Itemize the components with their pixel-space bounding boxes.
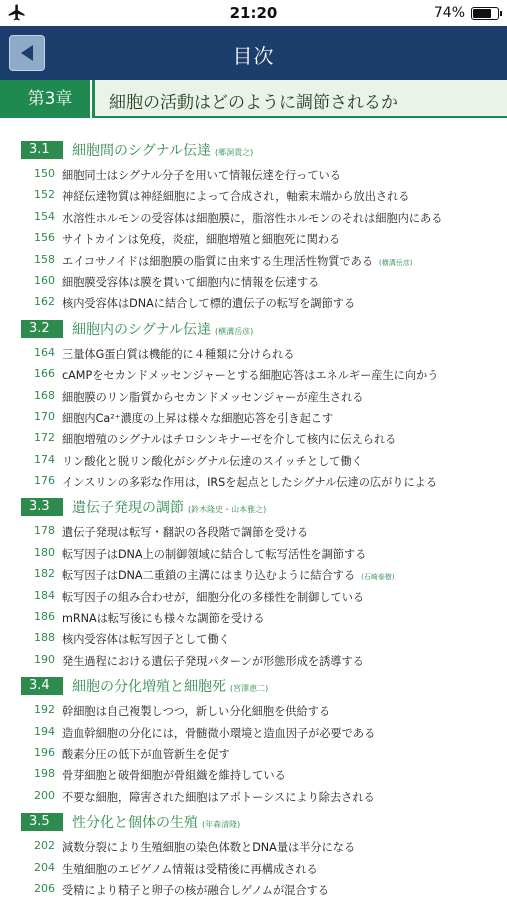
toc-entry[interactable] xyxy=(0,701,507,722)
entry-page-number: 184 xyxy=(34,588,55,602)
entry-page-number: 160 xyxy=(34,273,55,287)
toc-entry[interactable] xyxy=(0,723,507,744)
section-header[interactable] xyxy=(0,319,507,341)
entry-text xyxy=(62,589,364,605)
entry-page-number: 180 xyxy=(34,545,55,559)
entry-page-number: 182 xyxy=(34,567,55,581)
toc-entry[interactable] xyxy=(0,837,507,858)
entry-page-number: 202 xyxy=(34,839,55,853)
entry-text xyxy=(62,610,265,626)
entry-text xyxy=(62,188,410,204)
page-title: 目次 xyxy=(232,44,275,68)
section-header[interactable] xyxy=(0,812,507,834)
entry-page-number: 154 xyxy=(34,209,55,223)
section-author: (郷洞貴之) xyxy=(215,148,254,157)
section-number: 3.4 xyxy=(21,677,63,695)
entry-title: 生殖細胞のエピゲノム情報は受精後に再構成される xyxy=(62,862,318,876)
toc-entry[interactable] xyxy=(0,387,507,408)
entry-text xyxy=(62,861,318,877)
entry-title: cAMPをセカンドメッセンジャーとする細胞応答はエネルギー産生に向かう xyxy=(62,369,439,383)
section-number: 3.5 xyxy=(21,813,63,831)
toc-entry[interactable] xyxy=(0,451,507,472)
toc-entry[interactable] xyxy=(0,544,507,565)
entry-title: 細胞膜のリン脂質からセカンドメッセンジャーが産生される xyxy=(62,390,364,404)
section-title-text: 性分化と個体の生殖 xyxy=(72,815,198,832)
entry-author: (横溝岳彦) xyxy=(379,258,413,267)
entry-text xyxy=(62,295,355,311)
entry-text xyxy=(62,167,341,183)
entry-title: 造血幹細胞の分化には，骨髄微小環境と造血因子が必要である xyxy=(62,726,376,740)
toc-entry[interactable] xyxy=(0,744,507,765)
section-author: (年森清隆) xyxy=(202,820,241,830)
section-title-text: 細胞の分化増殖と細胞死 xyxy=(72,679,226,696)
entry-page-number: 206 xyxy=(34,881,55,895)
entry-text xyxy=(62,346,294,362)
entry-title: 酸素分圧の低下が血管新生を促す xyxy=(62,747,230,761)
entry-page-number: 158 xyxy=(34,252,55,266)
chapter-title: 細胞の活動はどのように調節されるか xyxy=(109,93,398,113)
entry-title: 神経伝達物質は神経細胞によって合成され，軸索末端から放出される xyxy=(62,190,410,204)
toc-entry[interactable] xyxy=(0,472,507,493)
battery-icon xyxy=(471,7,499,20)
toc-entry[interactable] xyxy=(0,186,507,207)
toc-section xyxy=(0,319,507,494)
entry-text xyxy=(62,274,319,290)
entry-page-number: 170 xyxy=(34,409,55,423)
toc-entry[interactable] xyxy=(0,408,507,429)
toc-section xyxy=(0,676,507,808)
section-title xyxy=(72,812,240,832)
entry-title: 発生過程における遺伝子発現パターンが形態形成を誘導する xyxy=(62,654,364,668)
entry-text xyxy=(62,789,375,805)
section-number: 3.2 xyxy=(21,320,63,338)
entry-page-number: 190 xyxy=(34,652,55,666)
entry-text xyxy=(62,453,363,469)
entry-title: 三量体G蛋白質は機能的に４種類に分けられる xyxy=(62,347,295,361)
entry-title: 幹細胞は自己複製しつつ，新しい分化細胞を供給する xyxy=(62,705,331,719)
entry-page-number: 172 xyxy=(34,431,55,445)
toc-entry[interactable] xyxy=(0,165,507,186)
entry-title: 水溶性ホルモンの受容体は細胞膜に，脂溶性ホルモンのそれは細胞内にある xyxy=(62,211,443,225)
toc-entry[interactable] xyxy=(0,787,507,808)
entry-title: サイトカインは免疫，炎症，細胞増殖と細胞死に関わる xyxy=(62,233,341,247)
entry-title: 細胞同士はシグナル分子を用いて情報伝達を行っている xyxy=(62,169,341,182)
entry-text xyxy=(62,746,230,762)
section-author: (鈴木隆史・山本雅之) xyxy=(188,505,267,515)
entry-text xyxy=(62,839,355,855)
entry-text xyxy=(62,389,363,405)
toc-entry[interactable] xyxy=(0,522,507,543)
toc-entry[interactable] xyxy=(0,429,507,450)
chapter-title-box xyxy=(95,80,507,118)
toc-entry[interactable] xyxy=(0,629,507,650)
section-title xyxy=(72,497,266,517)
toc-entry[interactable] xyxy=(0,765,507,786)
toc-section xyxy=(0,140,507,315)
entry-title: 不要な細胞，障害された細胞はアポトーシスにより除去される xyxy=(62,790,375,804)
toc-section xyxy=(0,812,507,900)
entry-text xyxy=(62,410,333,426)
entry-page-number: 204 xyxy=(34,860,55,874)
toc-entry[interactable] xyxy=(0,251,507,272)
entry-page-number: 176 xyxy=(34,474,55,488)
entry-page-number: 164 xyxy=(34,345,55,359)
navigation-bar xyxy=(0,26,507,80)
entry-text xyxy=(62,253,412,269)
entry-text xyxy=(62,210,442,226)
toc-entry[interactable] xyxy=(0,859,507,880)
toc-entry[interactable] xyxy=(0,608,507,629)
entry-title: 転写因子はDNA二重鎖の主溝にはまり込むように結合する xyxy=(62,569,356,583)
entry-title: 核内受容体は転写因子として働く xyxy=(62,633,230,647)
entry-title: 核内受容体はDNAに結合して標的遺伝子の転写を調節する xyxy=(62,297,356,311)
toc-entry[interactable] xyxy=(0,229,507,250)
toc-entry[interactable] xyxy=(0,651,507,672)
entry-title: mRNAは転写後にも様々な調節を受ける xyxy=(62,612,265,626)
entry-text xyxy=(62,431,396,447)
entry-text xyxy=(62,546,366,562)
entry-title: インスリンの多彩な作用は，IRSを起点としたシグナル伝達の広がりによる xyxy=(62,476,438,490)
entry-text xyxy=(62,567,395,583)
section-title-text: 細胞間のシグナル伝達 xyxy=(72,143,212,159)
section-author: (横溝岳彦) xyxy=(215,326,254,336)
entry-author: (石崎泰樹) xyxy=(361,573,395,582)
toc-entry[interactable] xyxy=(0,565,507,586)
entry-page-number: 198 xyxy=(34,767,55,781)
entry-text xyxy=(62,524,308,540)
section-title-text: 遺伝子発現の調節 xyxy=(72,500,184,517)
entry-text xyxy=(62,231,340,247)
section-header[interactable] xyxy=(0,140,507,162)
toc-entry[interactable] xyxy=(0,293,507,314)
entry-title: 細胞内Ca²⁺濃度の上昇は様々な細胞応答を引き起こす xyxy=(62,411,334,425)
entry-page-number: 156 xyxy=(34,231,55,245)
toc-entry[interactable] xyxy=(0,587,507,608)
battery-percentage: 74% xyxy=(433,5,465,21)
entry-page-number: 168 xyxy=(34,388,55,402)
toc-section xyxy=(0,497,507,672)
entry-title: 骨芽細胞と破骨細胞が骨組織を維持している xyxy=(62,769,286,783)
entry-title: 転写因子の組み合わせが，細胞分化の多様性を制御している xyxy=(62,590,365,604)
entry-text xyxy=(62,653,364,669)
section-number: 3.1 xyxy=(21,141,63,159)
section-number: 3.3 xyxy=(21,498,63,516)
entry-text xyxy=(62,767,286,783)
entry-title: 受精により精子と卵子の核が融合しゲノムが混合する xyxy=(62,883,329,897)
entry-page-number: 178 xyxy=(34,524,55,538)
toc-entry[interactable] xyxy=(0,208,507,229)
entry-page-number: 188 xyxy=(34,631,55,645)
entry-title: リン酸化と脱リン酸化がシグナル伝達のスイッチとして働く xyxy=(62,454,363,468)
section-author: (宮澤恵二) xyxy=(230,684,269,694)
chapter-header xyxy=(0,80,507,118)
entry-title: 遺伝子発現は転写・翻訳の各段階で調節を受ける xyxy=(62,526,309,540)
entry-page-number: 194 xyxy=(34,724,55,738)
entry-page-number: 166 xyxy=(34,367,55,381)
entry-page-number: 162 xyxy=(34,295,55,309)
entry-title: 細胞膜受容体は膜を貫いて細胞内に情報を伝達する xyxy=(62,275,320,289)
entry-title: エイコサノイドは細胞膜の脂質に由来する生理活性物質である xyxy=(62,254,374,268)
toc-entry[interactable] xyxy=(0,880,507,900)
section-title xyxy=(72,319,253,339)
entry-page-number: 200 xyxy=(34,788,55,802)
toc-list xyxy=(0,140,507,900)
section-header[interactable] xyxy=(0,497,507,519)
status-time: 21:20 xyxy=(229,4,278,22)
entry-text xyxy=(62,474,437,490)
entry-title: 細胞増殖のシグナルはチロシンキナーゼを介して核内に伝えられる xyxy=(62,433,397,447)
status-bar xyxy=(0,0,507,26)
entry-page-number: 152 xyxy=(34,188,55,202)
entry-page-number: 192 xyxy=(34,703,55,717)
section-title xyxy=(72,140,253,160)
entry-page-number: 150 xyxy=(34,167,55,180)
entry-text xyxy=(62,725,375,741)
entry-page-number: 196 xyxy=(34,745,55,759)
entry-text xyxy=(62,703,330,719)
entry-text xyxy=(62,367,438,383)
toc-entry[interactable] xyxy=(0,365,507,386)
entry-title: 転写因子はDNA上の制御領域に結合して転写活性を調節する xyxy=(62,547,367,561)
entry-page-number: 174 xyxy=(34,452,55,466)
chapter-number: 第3章 xyxy=(10,80,92,118)
entry-text xyxy=(62,882,329,898)
section-header[interactable] xyxy=(0,676,507,698)
entry-text xyxy=(62,631,230,647)
toc-entry[interactable] xyxy=(0,272,507,293)
toc-entry[interactable] xyxy=(0,344,507,365)
section-title-text: 細胞内のシグナル伝達 xyxy=(72,321,212,338)
entry-title: 減数分裂により生殖細胞の染色体数とDNA量は半分になる xyxy=(62,841,356,855)
section-title xyxy=(72,676,268,696)
entry-page-number: 186 xyxy=(34,610,55,624)
